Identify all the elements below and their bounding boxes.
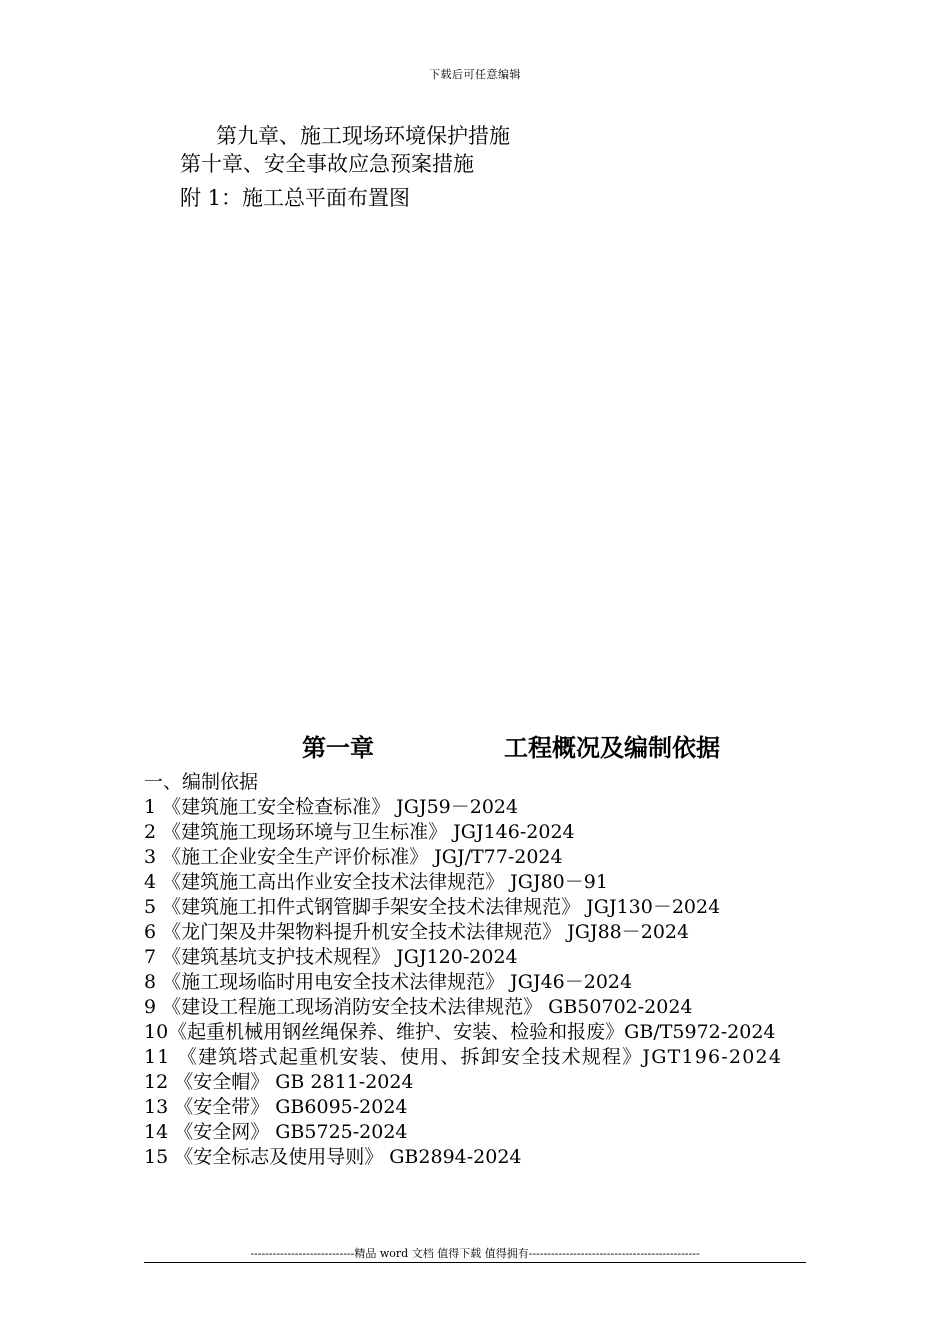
- reference-item: 6 《龙门架及井架物料提升机安全技术法律规范》 JGJ88－2024: [144, 921, 690, 943]
- toc-item-appendix-1: 附 1：施工总平面布置图: [180, 186, 411, 210]
- reference-item: 8 《施工现场临时用电安全技术法律规范》 JGJ46－2024: [144, 971, 633, 993]
- reference-item: 5 《建筑施工扣件式钢管脚手架安全技术法律规范》 JGJ130－2024: [144, 896, 721, 918]
- footer-divider: [144, 1262, 806, 1263]
- reference-item: 10《起重机械用钢丝绳保养、维护、安装、检验和报废》GB/T5972-2024: [144, 1021, 776, 1043]
- page-header: 下载后可任意编辑: [429, 68, 521, 81]
- reference-item: 9 《建设工程施工现场消防安全技术法律规范》 GB50702-2024: [144, 996, 693, 1018]
- reference-item: 4 《建筑施工高出作业安全技术法律规范》 JGJ80－91: [144, 871, 608, 893]
- reference-item: 7 《建筑基坑支护技术规程》 JGJ120-2024: [144, 946, 518, 968]
- section-title: 一、编制依据: [144, 771, 259, 793]
- toc-item-chapter-10: 第十章、安全事故应急预案措施: [180, 152, 474, 176]
- reference-item: 14 《安全网》 GB5725-2024: [144, 1121, 408, 1143]
- reference-item: 13 《安全带》 GB6095-2024: [144, 1096, 408, 1118]
- reference-item: 12 《安全帽》 GB 2811-2024: [144, 1071, 414, 1093]
- chapter-title: 工程概况及编制依据: [504, 734, 720, 762]
- reference-item: 1 《建筑施工安全检查标准》 JGJ59－2024: [144, 796, 519, 818]
- chapter-number: 第一章: [302, 734, 374, 762]
- reference-item: 11 《建筑塔式起重机安装、使用、拆卸安全技术规程》JGT196-2024: [144, 1046, 783, 1068]
- toc-item-chapter-9: 第九章、施工现场环境保护措施: [216, 124, 510, 148]
- reference-item: 3 《施工企业安全生产评价标准》 JGJ/T77-2024: [144, 846, 563, 868]
- reference-item: 15 《安全标志及使用导则》 GB2894-2024: [144, 1146, 522, 1168]
- reference-item: 2 《建筑施工现场环境与卫生标准》 JGJ146-2024: [144, 821, 575, 843]
- reference-list: [144, 770, 808, 1170]
- chapter-heading: [302, 728, 720, 763]
- page-footer: ----------------------------精品 word 文档 值得下载 值得拥有----------------------------------------------: [250, 1247, 700, 1260]
- table-of-contents: [180, 122, 510, 212]
